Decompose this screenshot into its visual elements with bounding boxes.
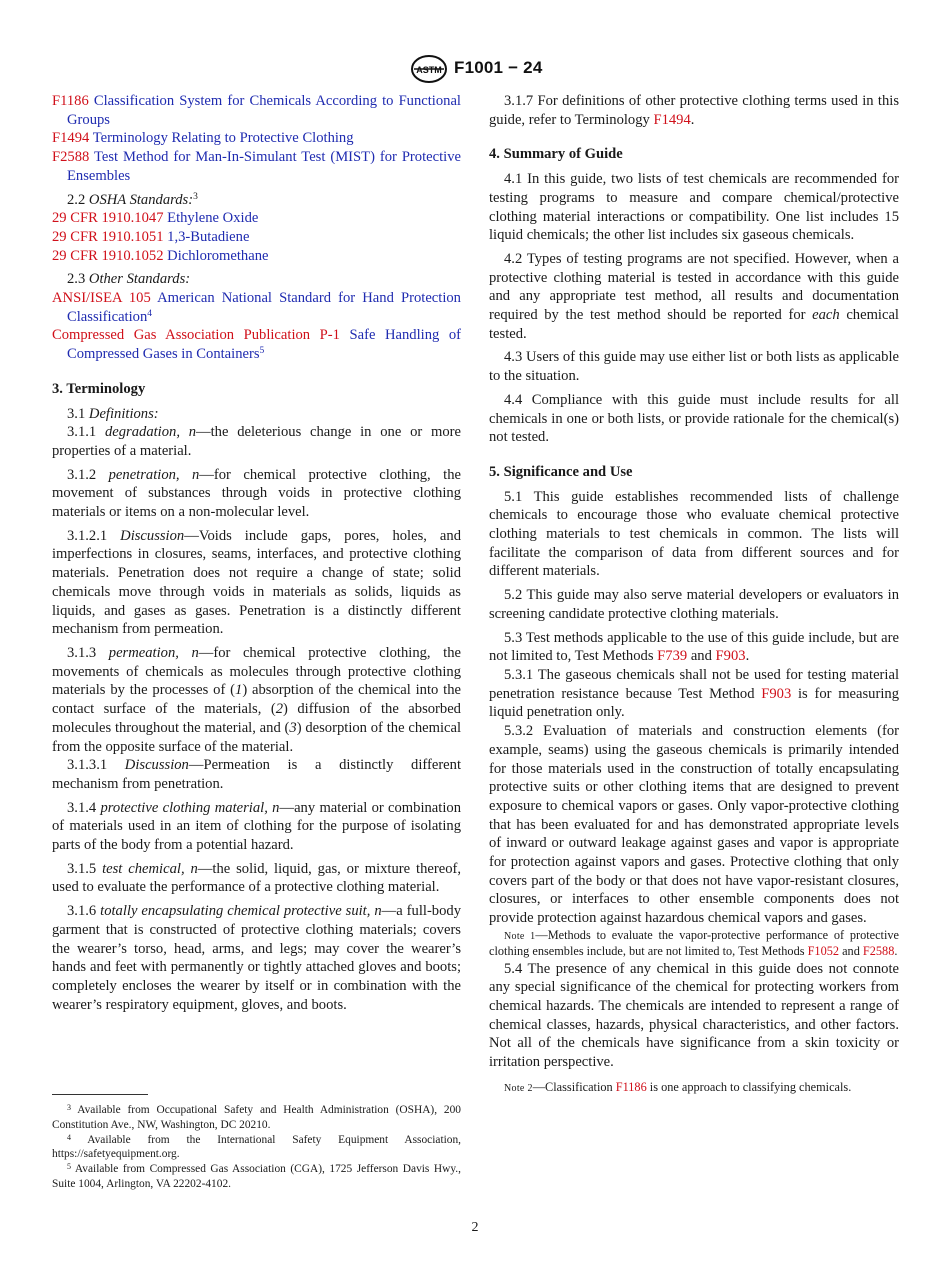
paragraph-3-1-4: 3.1.4 protective clothing material, n—any material or combination of materials used in an item of clothing for the purpose of isolating parts of the body from a potential hazard. bbox=[52, 799, 461, 854]
reference-1910-1047[interactable]: 29 CFR 1910.1047 Ethylene Oxide bbox=[52, 210, 259, 227]
section-2-2-heading: 2.2 OSHA Standards:$^3$ bbox=[67, 191, 198, 208]
section-3-heading: 3. Terminology bbox=[52, 380, 146, 397]
section-2-3-heading: 2.3 Other Standards: bbox=[67, 271, 191, 288]
paragraph-4-3: 4.3 Users of this guide may use either list or both lists as applicable to the situation. bbox=[489, 349, 899, 385]
reference-ansi-isea-105[interactable]: ANSI/ISEA 105 American National Standard for Hand Protection Classification$^4$ bbox=[52, 290, 461, 325]
reference-1910-1052[interactable]: 29 CFR 1910.1052 Dichloromethane bbox=[52, 247, 269, 264]
link-f739[interactable]: F739 bbox=[657, 648, 688, 665]
section-4-heading: 4. Summary of Guide bbox=[489, 146, 623, 163]
link-f1494[interactable]: F1494 bbox=[653, 111, 691, 128]
paragraph-3-1-3-1: 3.1.3.1 Discussion—Permeation is a distinctly different mechanism from penetration. bbox=[52, 757, 462, 792]
document-id: F1001 − 24 bbox=[454, 58, 543, 77]
note-2: Note 2—Classification F1186 is one approach to classifying chemicals. bbox=[504, 1079, 852, 1094]
paragraph-3-1-3: 3.1.3 permeation, n—for chemical protective clothing, the movements of chemicals as molecules through protective clothing materials by the processes of (1) absorption of the chemical into the contact surface of the materials, (2) diffusion of the absorbed molecules throughout the material, and (3) desorption of the chemical from the opposite surface of the material. bbox=[52, 644, 462, 755]
link-f903[interactable]: F903 bbox=[715, 648, 746, 665]
left-column bbox=[52, 92, 461, 1014]
page-number: 2 bbox=[471, 1220, 479, 1235]
astm-logo-icon bbox=[410, 53, 448, 85]
page-header bbox=[0, 53, 950, 87]
reference-f1494[interactable]: F1494 Terminology Relating to Protective Clothing bbox=[52, 130, 354, 147]
right-column bbox=[489, 92, 899, 1096]
reference-cga-p1[interactable]: Compressed Gas Association Publication P-1 Safe Handling of Compressed Gases in Containers$^5$ bbox=[52, 327, 461, 363]
footnote-4: $^4$ Available from the International Safety Equipment Association, https://safetyequipment.org. bbox=[52, 1132, 462, 1160]
footnotes bbox=[52, 1103, 461, 1192]
note-1: Note 1—Methods to evaluate the vapor-protective performance of protective clothing ensembles include, but are not limited to, Test Methods F1052 and F2588. bbox=[489, 927, 899, 959]
footnote-3: $^3$ Available from Occupational Safety and Health Administration (OSHA), 200 Constitution Ave., NW, Washington, DC 20210. bbox=[52, 1103, 461, 1131]
paragraph-3-1-1: 3.1.1 degradation, n—the deleterious change in one or more properties of a material. bbox=[52, 424, 461, 459]
link-f1186[interactable]: F1186 bbox=[615, 1079, 647, 1094]
link-f1052[interactable]: F1052 bbox=[807, 944, 840, 959]
paragraph-5-3-1: 5.3.1 The gaseous chemicals shall not be used for testing material penetration resistance because Test Method F903 is for measuring liquid penetration only. bbox=[489, 666, 899, 721]
footnote-divider bbox=[52, 1094, 148, 1095]
paragraph-5-2: 5.2 This guide may also serve material developers or evaluators in screening candidate protective clothing materials. bbox=[489, 587, 899, 622]
paragraph-4-1: 4.1 In this guide, two lists of test chemicals are recommended for testing programs to measure and compare chemical/protective clothing material interactions or compatibility. One list includes 15 liquid chemicals; the other list includes six gaseous chemicals. bbox=[489, 171, 899, 244]
paragraph-3-1-6: 3.1.6 totally encapsulating chemical protective suit, n—a full-body garment that is constructed of protective clothing materials; covers the wearer’s torso, head, arms, and legs; may cover the wearer’s hands and feet with permanently or tightly attached gloves and boots; completely encloses the wearer by itself or in combination with the wearer’s respiratory equipment, gloves, and boots. bbox=[52, 903, 461, 1013]
paragraph-3-1-2-1: 3.1.2.1 Discussion—Voids include gaps, pores, holes, and imperfections in closures, seams, interfaces, and protective clothing materials. Penetration does not require a change of state; solid chemicals move through voids in materials as solids, liquids as liquids, and gases as gases. Penetration is a distinctly different mechanism from permeation. bbox=[52, 527, 461, 638]
paragraph-5-1: 5.1 This guide establishes recommended lists of challenge chemicals to encourage those who evaluate chemical protective clothing materials to test chemicals in common. The lists will facilitate the comparison of data from different sources and for different materials. bbox=[489, 488, 899, 580]
reference-f2588[interactable]: F2588 Test Method for Man-In-Simulant Test (MIST) for Protective Ensembles bbox=[52, 149, 461, 184]
paragraph-3-1-7: 3.1.7 For definitions of other protective clothing terms used in this guide, refer to Terminology F1494. bbox=[489, 93, 899, 128]
paragraph-5-3-2: 5.3.2 Evaluation of materials and construction elements (for example, seams) using the gaseous chemicals is primarily intended for those materials used in the construction of totally encapsulating protective suits or other clothing items that are designed to prevent exposure to chemical vapors or gases. Only vapor-protective clothing that has been evaluated for and has demonstrated appropriate levels of inward or outward leakage against gases and vapor is appropriate for protection against vapors and gases. Protective clothing that only covers part of the body or that does not have vapor-resistant closures, closures, or interfaces to other ensemble components does not provide protection against hazardous chemical vapors and gases. bbox=[489, 723, 899, 927]
link-f903-2[interactable]: F903 bbox=[761, 685, 792, 702]
paragraph-3-1-2: 3.1.2 penetration, n—for chemical protective clothing, the movement of substances through voids in protective clothing materials or items on a non-molecular level. bbox=[52, 466, 461, 521]
paragraph-5-3: 5.3 Test methods applicable to the use of this guide include, but are not limited to, Test Methods F739 and F903. bbox=[489, 629, 899, 665]
paragraph-4-2: 4.2 Types of testing programs are not specified. However, when a protective clothing material is tested in accordance with this guide and any appropriate test method, all results and documentation required by the test method should be reported for each chemical tested. bbox=[489, 250, 899, 342]
footnote-5: $^5$ Available from Compressed Gas Association (CGA), 1725 Jefferson Davis Hwy., Suite 1004, Arlington, VA 22202-4102. bbox=[52, 1162, 462, 1190]
paragraph-4-4: 4.4 Compliance with this guide must include results for all chemicals in one or both lists, or provide rationale for the chemical(s) not tested. bbox=[489, 391, 899, 446]
reference-1910-1051[interactable]: 29 CFR 1910.1051 1,3-Butadiene bbox=[52, 228, 250, 245]
reference-f1186[interactable]: F1186 Classification System for Chemicals According to Functional Groups bbox=[52, 93, 461, 128]
paragraph-5-4: 5.4 The presence of any chemical in this guide does not connote any special significance of the chemical for protecting workers from chemical hazards. The chemicals are intended to represent a range of chemical classes, hazards, physical characteristics, and other factors. Not all of the chemicals have significance from a skin toxicity or irritation perspective. bbox=[489, 960, 899, 1071]
paragraph-3-1: 3.1 Definitions: bbox=[67, 405, 159, 422]
paragraph-3-1-5: 3.1.5 test chemical, n—the solid, liquid, gas, or mixture thereof, used to evaluate the performance of a protective clothing material. bbox=[52, 860, 461, 896]
link-f2588[interactable]: F2588 bbox=[862, 944, 895, 959]
section-5-heading: 5. Significance and Use bbox=[489, 463, 633, 480]
svg-text:ASTM: ASTM bbox=[416, 65, 442, 75]
